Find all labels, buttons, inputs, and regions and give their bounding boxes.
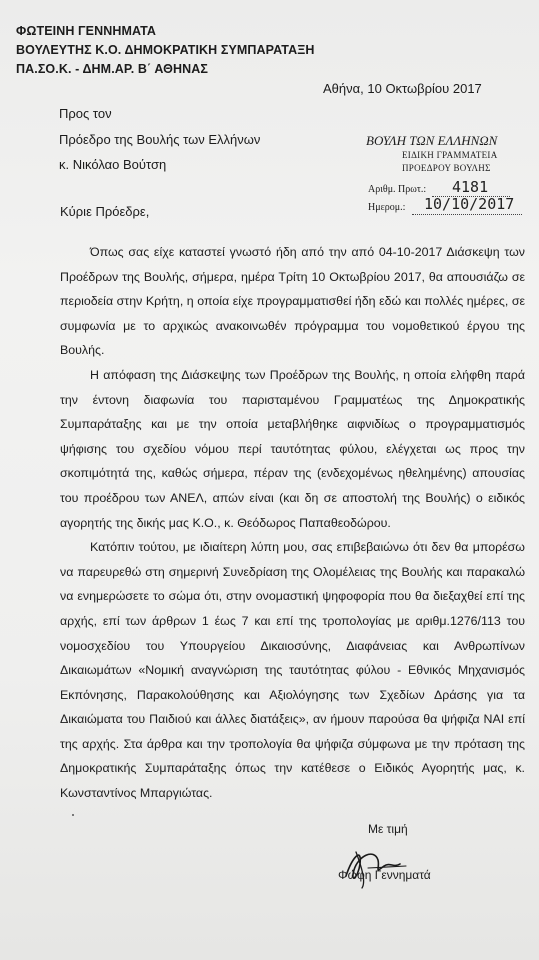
stamp-line-2: ΠΡΟΕΔΡΟΥ ΒΟΥΛΗΣ (402, 163, 491, 173)
paragraph-1: Όπως σας είχε καταστεί γνωστό ήδη από την από 04-10-2017 Διάσκεψη των Προέδρων της Βουλής, σήμερα, ημέρα Τρίτη 10 Οκτωβρίου 2017, θα απουσιάζω σε περιοδεία στην Κρήτη, η οποία είχε προγραμματισθεί ήδη εδώ και πολλές ημέρες, σε συμφωνία με το αρχικώς ανακοινωθέν πρόγραμμα του νομοθετικού έργου της Βουλής. (60, 245, 525, 358)
stamp-date-value: 10/10/2017 (424, 195, 515, 213)
closing-greeting: Με τιμή (368, 822, 408, 836)
paragraph-2: Η απόφαση της Διάσκεψης των Προέδρων της Βουλής, η οποία ελήφθη παρά την έντονη διαφωνία του παρισταμένου Γραμματέως της Δημοκρατικής Συμπαράταξης και με την οποία μεταβλήθηκε αιφνιδίως ο προγραμματισμός ψήφισης του σχεδίου νόμου περί ταυτότητας φύλου, ελέγχεται ως προς την σκοπιμότητά της, καθώς σήμερα, πέραν της (ενδεχομένως ηθελημένης) απουσίας του προέδρου των ΑΝΕΛ, απών είναι (και δη σε αποστολή της Βουλής) ο ειδικός αγορητής της δικής μας Κ.Ο., κ. Θεόδωρος Παπαθεοδώρου. (60, 367, 525, 530)
recipient-line-1: Προς τον (59, 106, 112, 121)
stamp-line-1: ΕΙΔΙΚΗ ΓΡΑΜΜΑΤΕΙΑ (402, 150, 498, 160)
stray-ink-mark (72, 814, 74, 816)
recipient-line-3: κ. Νικόλαο Βούτση (59, 157, 167, 172)
stamp-protocol-value: 4181 (452, 178, 489, 196)
sender-party: ΠΑ.ΣΟ.Κ. - ΔΗΜ.ΑΡ. Β΄ ΑΘΗΝΑΣ (16, 62, 208, 76)
stamp-date-label: Ημερομ.: (368, 202, 406, 213)
stamp-protocol-label: Αριθμ. Πρωτ.: (368, 184, 427, 195)
sender-title: ΒΟΥΛΕΥΤΗΣ Κ.Ο. ΔΗΜΟΚΡΑΤΙΚΗ ΣΥΜΠΑΡΑΤΑΞΗ (16, 43, 315, 57)
salutation: Κύριε Πρόεδρε, (60, 204, 150, 219)
sender-name: ΦΩΤΕΙΝΗ ΓΕΝΝΗΜΑΤΑ (16, 24, 157, 38)
signatory-name: Φώφη Γεννηματά (338, 868, 431, 882)
paragraph-3: Κατόπιν τούτου, με ιδιαίτερη λύπη μου, σας επιβεβαιώνω ότι δεν θα μπορέσω να παρευρεθώ στη σημερινή Συνεδρίαση της Ολομέλειας της Βουλής και παρακαλώ να ενημερώσετε το σώμα ότι, στην ονομαστική ψηφοφορία που θα διεξαχθεί επί της αρχής, επί των άρθρων 1 έως 7 και επί της τροπολογίας με αριθμ.1276/113 του νομοσχεδίου του Υπουργείου Δικαιοσύνης, Διαφάνειας και Ανθρωπίνων Δικαιωμάτων «Νομική αναγνώριση της ταυτότητας φύλου - Εθνικός Μηχανισμός Εκπόνησης, Παρακολούθησης και Αξιολόγησης των Σχεδίων Δράσης για τα Δικαιώματα του Παιδιού και άλλες διατάξεις», αν ήμουν παρούσα θα ψήφιζα ΝΑΙ επί της αρχής. Στα άρθρα και την τροπολογία θα ψήφιζα σύμφωνα με την πρόταση της Δημοκρατικής Συμπαράταξης όπως την κατέθεσε ο Ειδικός Αγορητής μας, κ. Κωνσταντίνος Μπαργιώτας. (60, 540, 525, 801)
signature-scribble (340, 838, 420, 890)
letter-date: Αθήνα, 10 Οκτωβρίου 2017 (323, 81, 482, 96)
recipient-line-2: Πρόεδρο της Βουλής των Ελλήνων (59, 132, 261, 147)
letter-body (60, 240, 525, 806)
stamp-title: ΒΟΥΛΗ ΤΩΝ ΕΛΛΗΝΩΝ (366, 133, 498, 148)
